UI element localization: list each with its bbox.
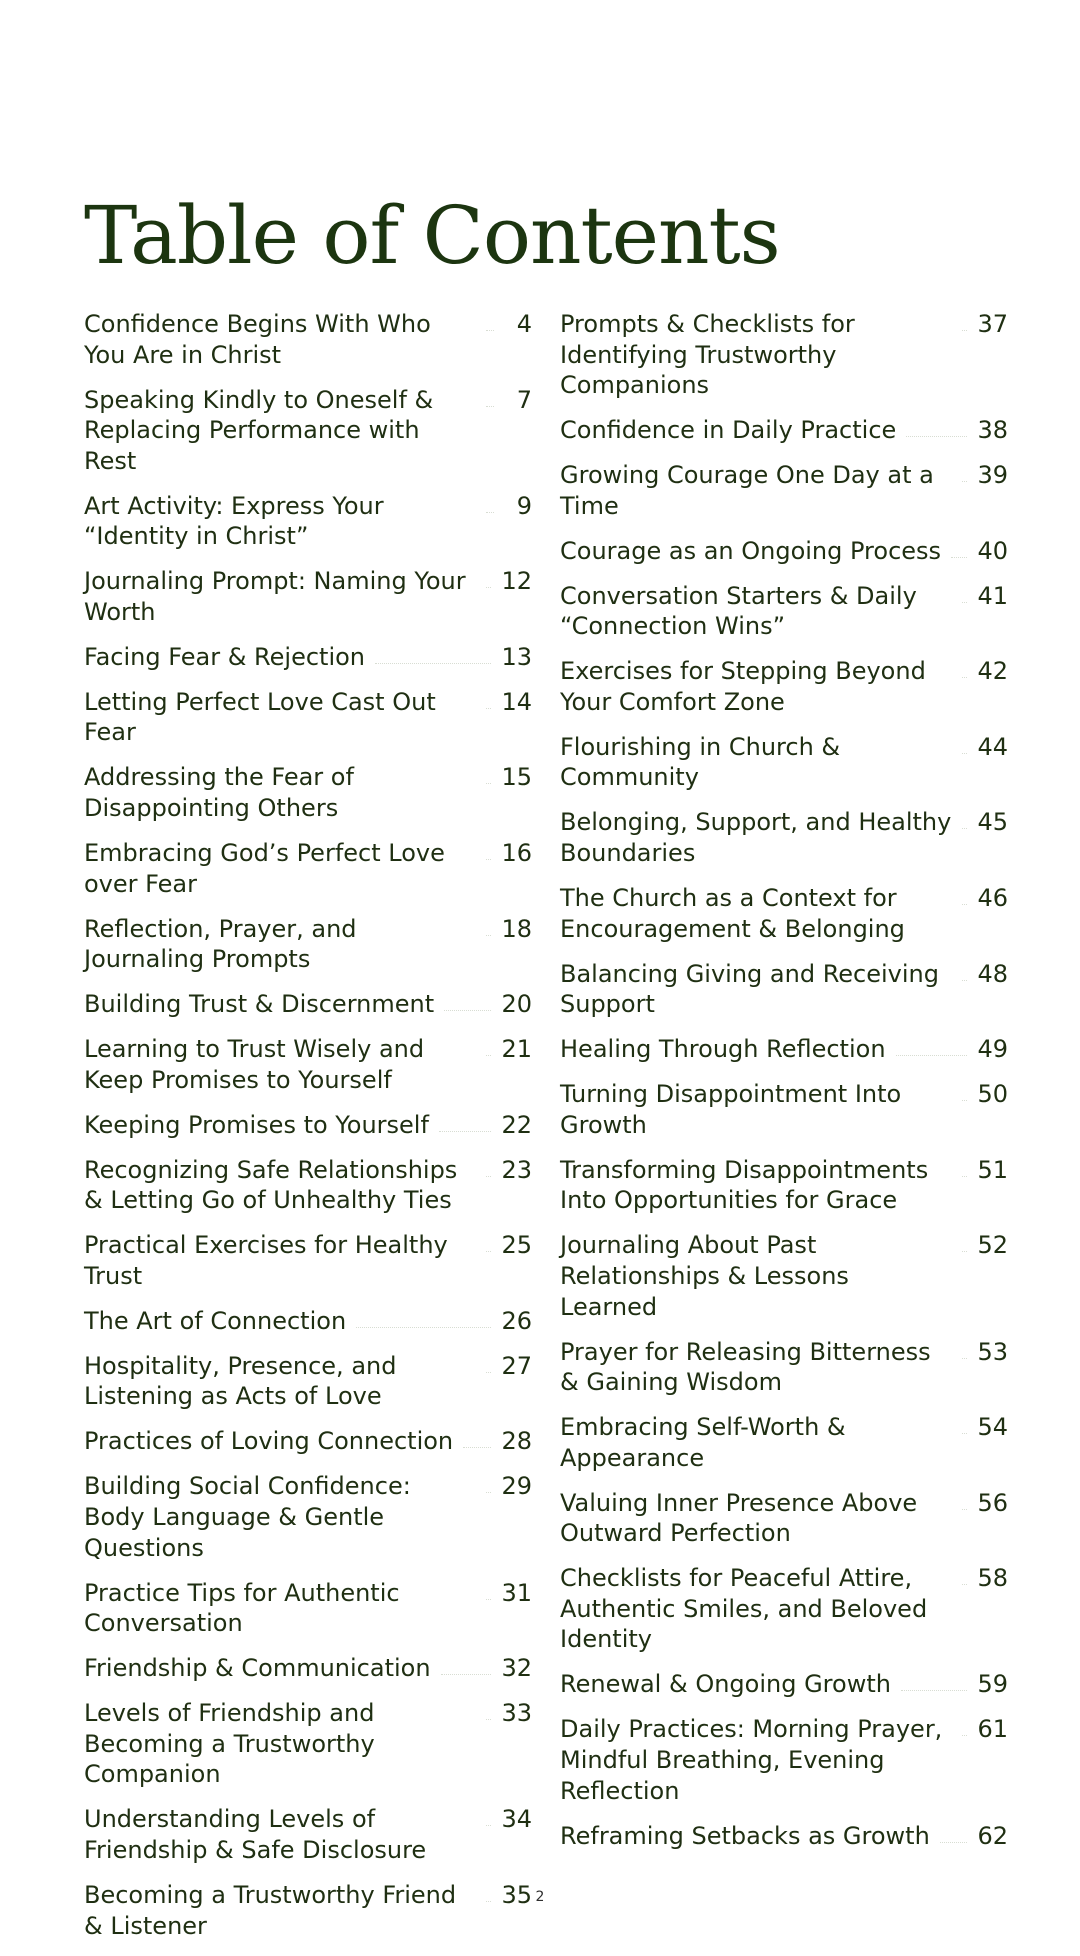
toc-entry-title: Becoming a Trustworthy Friend & Listener xyxy=(84,1880,457,1940)
toc-entry[interactable] xyxy=(84,1034,532,1095)
toc-dot-leader xyxy=(486,1698,491,1720)
toc-entry-title: The Church as a Context for Encouragement & Belonging xyxy=(560,884,905,943)
toc-entry-title: Practice Tips for Authentic Conversation xyxy=(84,1578,400,1638)
toc-entry-title: Embracing Self-Worth & Appearance xyxy=(560,1413,846,1472)
toc-entry[interactable] xyxy=(560,309,1008,401)
toc-entry-title: Building Trust & Discernment xyxy=(84,990,435,1019)
toc-entry-page-number: 58 xyxy=(977,1564,1008,1593)
toc-entry-page-number: 52 xyxy=(977,1231,1008,1260)
toc-dot-leader xyxy=(962,1230,967,1252)
toc-dot-leader xyxy=(962,883,967,905)
toc-entry[interactable] xyxy=(84,914,532,975)
toc-dot-leader xyxy=(962,656,967,678)
toc-left-column xyxy=(84,309,532,1956)
toc-entry-title: Embracing God’s Perfect Love over Fear xyxy=(84,839,445,898)
toc-entry-page-number: 54 xyxy=(977,1413,1008,1442)
toc-entry-title: Turning Disappointment Into Growth xyxy=(560,1080,902,1139)
toc-entry[interactable] xyxy=(560,581,1008,642)
toc-entry-title: Transforming Disappointments Into Opportunities for Grace xyxy=(560,1155,929,1215)
toc-entry-title: Art Activity: Express Your “Identity in Christ” xyxy=(84,491,384,551)
toc-entry-title: Facing Fear & Rejection xyxy=(84,642,366,671)
toc-entry-page-number: 44 xyxy=(977,732,1008,761)
toc-dot-leader xyxy=(444,989,491,1011)
toc-entry-page-number: 32 xyxy=(501,1654,532,1683)
toc-entry-title: Building Social Confidence: Body Language & Gentle Questions xyxy=(84,1472,411,1562)
toc-entry-page-number: 21 xyxy=(501,1035,532,1064)
toc-entry-title: Hospitality, Presence, and Listening as Acts of Love xyxy=(84,1351,397,1411)
toc-entry-title: Confidence Begins With Who You Are in Christ xyxy=(84,310,431,369)
toc-entry[interactable] xyxy=(560,460,1008,521)
toc-entry-page-number: 40 xyxy=(977,536,1008,565)
toc-entry[interactable] xyxy=(560,1412,1008,1473)
toc-entry-title: Courage as an Ongoing Process xyxy=(560,536,942,565)
toc-entry-title: Conversation Starters & Daily “Connection Wins” xyxy=(560,581,917,641)
toc-entry[interactable] xyxy=(84,1698,532,1790)
toc-dot-leader xyxy=(486,914,491,936)
toc-dot-leader xyxy=(901,1669,968,1691)
toc-entry-page-number: 33 xyxy=(501,1699,532,1728)
toc-entry-title: Practices of Loving Connection xyxy=(84,1427,454,1456)
toc-entry[interactable] xyxy=(560,732,1008,793)
toc-entry[interactable] xyxy=(560,1034,1008,1065)
toc-entry-page-number: 61 xyxy=(977,1715,1008,1744)
toc-entry-title: Reflection, Prayer, and Journaling Prompts xyxy=(84,914,357,974)
toc-dot-leader xyxy=(962,807,967,829)
toc-entry[interactable] xyxy=(560,1155,1008,1216)
toc-dot-leader xyxy=(962,1714,967,1736)
toc-entry-title: Keeping Promises to Yourself xyxy=(84,1110,429,1139)
toc-entry-title: Friendship & Communication xyxy=(84,1654,431,1683)
toc-entry-title: Daily Practices: Morning Prayer, Mindful Breathing, Evening Reflection xyxy=(560,1715,943,1805)
toc-entry[interactable] xyxy=(560,883,1008,944)
toc-entry[interactable] xyxy=(560,1230,1008,1322)
toc-dot-leader xyxy=(962,1488,967,1510)
toc-entry-title: Belonging, Support, and Healthy Boundaries xyxy=(560,808,952,868)
toc-entry[interactable] xyxy=(560,1821,1008,1852)
toc-entry-page-number: 37 xyxy=(977,310,1008,338)
toc-entry[interactable] xyxy=(84,687,532,748)
toc-entry-page-number: 4 xyxy=(516,310,532,338)
toc-entry[interactable] xyxy=(84,1306,532,1337)
toc-entry[interactable] xyxy=(84,1578,532,1639)
toc-entry[interactable] xyxy=(560,536,1008,567)
toc-entry-page-number: 59 xyxy=(977,1670,1008,1699)
toc-entry-page-number: 50 xyxy=(977,1080,1008,1109)
toc-entry[interactable] xyxy=(84,1351,532,1412)
toc-entry-page-number: 26 xyxy=(501,1306,532,1335)
toc-entry-page-number: 18 xyxy=(501,914,532,943)
toc-dot-leader xyxy=(486,762,491,784)
toc-entry[interactable] xyxy=(84,566,532,627)
toc-dot-leader xyxy=(486,309,494,331)
toc-dot-leader xyxy=(463,1426,491,1448)
toc-entry-title: Checklists for Peaceful Attire, Authentic Smiles, and Beloved Identity xyxy=(560,1564,928,1654)
toc-entry-page-number: 27 xyxy=(501,1351,532,1380)
toc-dot-leader xyxy=(962,309,967,331)
toc-entry[interactable] xyxy=(84,1230,532,1291)
toc-entry-page-number: 14 xyxy=(501,687,532,716)
toc-entry-title: Journaling Prompt: Naming Your Worth xyxy=(84,567,466,626)
toc-dot-leader xyxy=(486,566,491,588)
toc-entry-page-number: 22 xyxy=(501,1110,532,1139)
toc-entry-page-number: 15 xyxy=(501,763,532,792)
toc-entry[interactable] xyxy=(560,1563,1008,1655)
toc-entry[interactable] xyxy=(84,989,532,1020)
toc-entry-title: Letting Perfect Love Cast Out Fear xyxy=(84,687,436,747)
toc-dot-leader xyxy=(962,1337,967,1359)
toc-entry-title: Learning to Trust Wisely and Keep Promises to Yourself xyxy=(84,1035,425,1094)
toc-dot-leader xyxy=(962,581,967,603)
toc-entry-page-number: 7 xyxy=(516,385,532,414)
toc-entry-page-number: 13 xyxy=(501,642,532,671)
toc-dot-leader xyxy=(906,415,967,437)
toc-entry[interactable] xyxy=(560,1669,1008,1700)
toc-entry-page-number: 48 xyxy=(977,959,1008,988)
toc-entry-title: Levels of Friendship and Becoming a Trustworthy Companion xyxy=(84,1699,375,1789)
toc-dot-leader xyxy=(356,1306,491,1328)
toc-entry[interactable] xyxy=(84,642,532,673)
toc-dot-leader xyxy=(486,1155,491,1177)
toc-entry[interactable] xyxy=(560,1488,1008,1549)
toc-entry-page-number: 49 xyxy=(977,1035,1008,1064)
toc-entry[interactable] xyxy=(560,656,1008,717)
toc-dot-leader xyxy=(486,1471,491,1493)
toc-entry-title: Recognizing Safe Relationships & Letting Go of Unhealthy Ties xyxy=(84,1155,458,1215)
toc-entry-page-number: 20 xyxy=(501,990,532,1019)
toc-entry[interactable] xyxy=(84,1653,532,1684)
toc-entry-title: Prompts & Checklists for Identifying Trustworthy Companions xyxy=(560,310,855,400)
toc-entry-page-number: 23 xyxy=(501,1155,532,1184)
toc-entry[interactable] xyxy=(560,1337,1008,1398)
toc-entry-title: Exercises for Stepping Beyond Your Comfort Zone xyxy=(560,657,926,716)
toc-entry-page-number: 35 xyxy=(501,1880,532,1909)
toc-entry-page-number: 34 xyxy=(501,1805,532,1834)
toc-dot-leader xyxy=(486,1578,491,1600)
toc-entry-page-number: 62 xyxy=(977,1821,1008,1850)
toc-dot-leader xyxy=(486,491,494,513)
toc-entry-page-number: 38 xyxy=(977,416,1008,445)
toc-entry-title: Journaling About Past Relationships & Lessons Learned xyxy=(560,1231,849,1321)
toc-entry[interactable] xyxy=(84,762,532,823)
toc-dot-leader xyxy=(962,460,967,482)
toc-entry-page-number: 46 xyxy=(977,884,1008,913)
toc-dot-leader xyxy=(441,1653,492,1675)
toc-entry-title: Healing Through Reflection xyxy=(560,1035,886,1064)
toc-entry-page-number: 56 xyxy=(977,1488,1008,1517)
toc-entry-title: Speaking Kindly to Oneself & Replacing Performance with Rest xyxy=(84,385,434,475)
toc-entry-page-number: 25 xyxy=(501,1231,532,1260)
toc-entry[interactable] xyxy=(84,1426,532,1457)
toc-entry-title: Valuing Inner Presence Above Outward Perfection xyxy=(560,1488,918,1548)
toc-dot-leader xyxy=(486,1034,491,1056)
toc-entry-page-number: 53 xyxy=(977,1337,1008,1366)
toc-right-column xyxy=(560,309,1008,1866)
toc-entry[interactable] xyxy=(84,1804,532,1865)
toc-entry-page-number: 45 xyxy=(977,808,1008,837)
toc-entry-page-number: 9 xyxy=(516,491,532,520)
toc-dot-leader xyxy=(951,536,967,558)
toc-dot-leader xyxy=(375,642,491,664)
toc-dot-leader xyxy=(896,1034,968,1056)
toc-dot-leader xyxy=(962,959,967,981)
toc-entry-page-number: 41 xyxy=(977,581,1008,610)
toc-entry[interactable] xyxy=(560,959,1008,1020)
toc-dot-leader xyxy=(940,1821,968,1843)
toc-entry[interactable] xyxy=(560,1079,1008,1140)
toc-dot-leader xyxy=(486,838,491,860)
toc-entry-title: Balancing Giving and Receiving Support xyxy=(560,959,939,1019)
toc-dot-leader xyxy=(962,1563,967,1585)
toc-entry[interactable] xyxy=(560,415,1008,446)
toc-entry-title: Prayer for Releasing Bitterness & Gaining Wisdom xyxy=(560,1337,931,1397)
toc-dot-leader xyxy=(962,1079,967,1101)
toc-dot-leader xyxy=(962,1412,967,1434)
toc-entry-title: Addressing the Fear of Disappointing Others xyxy=(84,763,354,823)
toc-entry[interactable] xyxy=(84,838,532,899)
toc-entry-title: Practical Exercises for Healthy Trust xyxy=(84,1231,448,1290)
page-title: Table of Contents xyxy=(84,189,780,282)
toc-entry[interactable] xyxy=(560,807,1008,868)
toc-entry-page-number: 29 xyxy=(501,1472,532,1501)
toc-entry-page-number: 39 xyxy=(977,461,1008,490)
page-number: 2 xyxy=(535,1889,545,1905)
toc-entry-page-number: 42 xyxy=(977,657,1008,686)
toc-entry-page-number: 12 xyxy=(501,567,532,596)
toc-entry-page-number: 51 xyxy=(977,1155,1008,1184)
toc-entry-title: Growing Courage One Day at a Time xyxy=(560,461,934,520)
toc-dot-leader xyxy=(486,687,491,709)
toc-dot-leader xyxy=(486,1804,491,1826)
toc-entry-title: Reframing Setbacks as Growth xyxy=(560,1821,930,1850)
toc-dot-leader xyxy=(486,385,494,407)
toc-entry[interactable] xyxy=(84,385,532,477)
toc-entry-title: The Art of Connection xyxy=(84,1306,347,1335)
toc-entry-title: Renewal & Ongoing Growth xyxy=(560,1670,891,1699)
toc-dot-leader xyxy=(486,1351,491,1373)
toc-entry-page-number: 28 xyxy=(501,1427,532,1456)
toc-entry-page-number: 16 xyxy=(501,839,532,868)
toc-entry[interactable] xyxy=(84,309,532,370)
toc-entry[interactable] xyxy=(84,1110,532,1141)
toc-entry-title: Flourishing in Church & Community xyxy=(560,732,841,792)
toc-dot-leader xyxy=(486,1230,491,1252)
toc-entry-page-number: 31 xyxy=(501,1578,532,1607)
toc-entry[interactable] xyxy=(84,1471,532,1563)
toc-entry[interactable] xyxy=(84,1155,532,1216)
toc-entry[interactable] xyxy=(560,1714,1008,1806)
toc-dot-leader xyxy=(962,732,967,754)
toc-dot-leader xyxy=(962,1155,967,1177)
toc-entry-title: Understanding Levels of Friendship & Safe Disclosure xyxy=(84,1805,427,1864)
toc-dot-leader xyxy=(439,1110,492,1132)
toc-entry-title: Confidence in Daily Practice xyxy=(560,416,897,445)
toc-entry[interactable] xyxy=(84,491,532,552)
